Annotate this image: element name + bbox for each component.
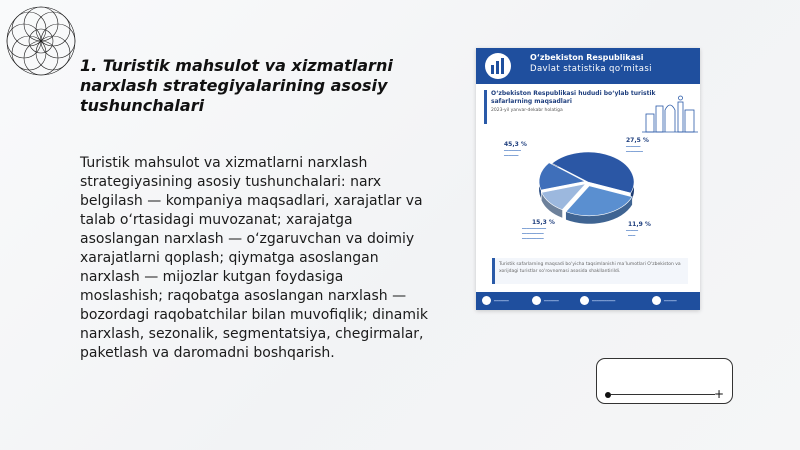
org-name-line2: Davlat statistika qo‘mitasi (530, 64, 652, 74)
city-skyline-icon (642, 88, 698, 134)
org-name-line1: O‘zbekiston Respublikasi (530, 53, 644, 62)
purpose-pie-chart (476, 134, 700, 254)
pie-label-desc-3b: ━━━ (628, 233, 636, 238)
pie-label-desc-2b: ━━━━━━━ (626, 149, 643, 154)
statistics-logo-icon (484, 52, 512, 80)
infographic-subtitle (484, 90, 664, 124)
subtitle-line1: O‘zbekiston Respublikasi hududi bo‘ylab turistik (491, 90, 656, 97)
youtube-icon (580, 296, 589, 305)
pie-label-desc-4b: ━━━━━━━━━ (522, 231, 544, 236)
subtitle-date: 2023-yil yanvar-dekabr holatiga (491, 108, 563, 113)
pie-label-desc-1: ━━━━━━━ (504, 148, 521, 153)
progress-track[interactable] (611, 394, 715, 395)
infographic-footnote: Turistik safarlarning maqsadi bo‘yicha taqsimlanishi ma’lumotlari O‘zbekiston va xorijdagi turistlar so‘rovnomasi asosida shakllantirildi. (492, 258, 688, 284)
footer-link-2: ━━━━━━━ (544, 299, 559, 303)
footer-link-3: ━━━━━━━━━━━ (592, 299, 616, 303)
facebook-icon (532, 296, 541, 305)
slide-navigation-control[interactable] (596, 358, 733, 404)
instagram-icon (652, 296, 661, 305)
footer-link-1: ━━━━━━━ (494, 299, 509, 303)
subtitle-line2: safarlarning maqsadlari (491, 98, 572, 105)
slide-title: 1. Turistik mahsulot va xizmatlarni narxlash strategiyalarining asosiy tushunchalari (80, 56, 393, 115)
slide-body-text: Turistik mahsulot va xizmatlarni narxlash strategiyasining asosiy tushunchalari: narx belgilash — kompaniya maqsadlari, xarajatlar va talab o‘rtasidagi muvozanat; xarajatga asoslangan narxlash — o‘zgaruvchan va doimiy xarajatlarni qoplash; qiymatga asoslangan narxlash — mijozlar kutgan foydasiga moslashish; raqobatga asoslangan narxlash — bozordagi raqobatchilar bilan muvofiqlik; dinamik narxlash, sezonalik, segmentatsiya, chegirmalar, paketlash va daromadni boshqarish. (80, 155, 428, 361)
pie-label-pct-4: 15,3 % (532, 219, 555, 226)
pie-label-desc-4: ━━━━━━━━━━ (522, 226, 547, 231)
pie-label-desc-4c: ━━━━━━━━━ (522, 236, 544, 241)
footer-link-4: ━━━━━━ (664, 299, 677, 303)
pie-label-desc-1b: ━━━━━━ (504, 153, 519, 158)
zoom-in-button[interactable]: + (713, 387, 725, 401)
pie-label-desc-2: ━━━━━━ (626, 144, 641, 149)
pie-label-pct-2: 27,5 % (626, 137, 649, 144)
statistics-infographic (476, 48, 700, 310)
pie-label-pct-1: 45,3 % (504, 141, 527, 148)
infographic-footer (476, 292, 700, 310)
infographic-header (476, 48, 700, 84)
pie-label-desc-3: ━━━━━ (626, 228, 639, 233)
telegram-icon (482, 296, 491, 305)
progress-start-dot (605, 392, 611, 398)
decorative-ornament-icon (4, 4, 78, 78)
pie-label-pct-3: 11,9 % (628, 221, 651, 228)
